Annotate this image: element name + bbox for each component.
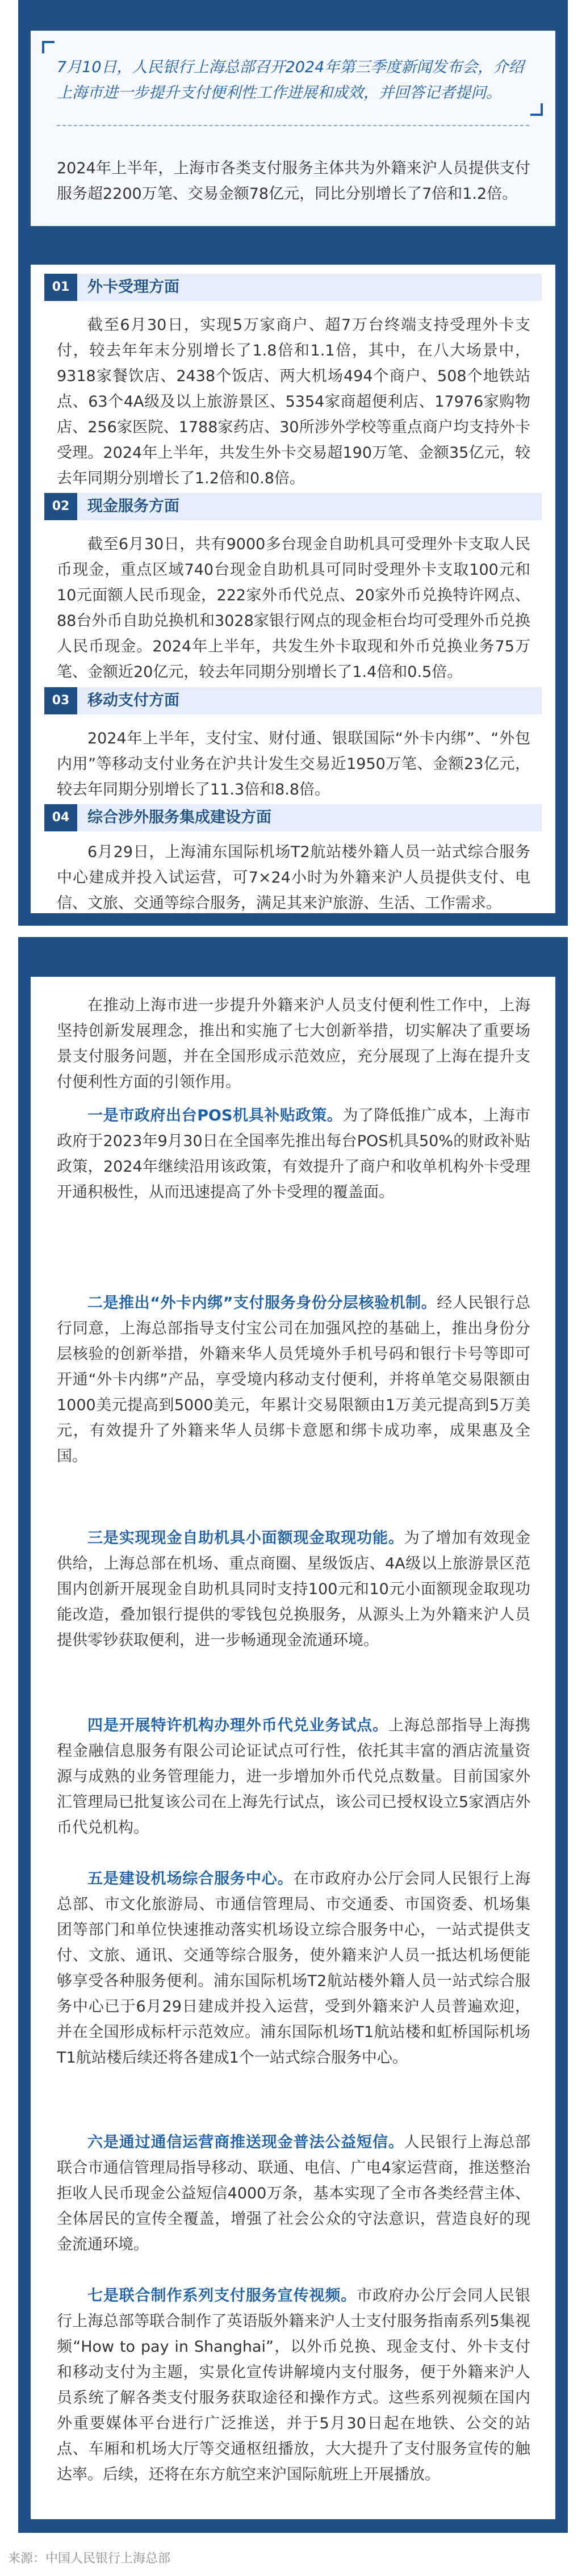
section-title: 外卡受理方面	[87, 278, 179, 296]
section-number: 04	[44, 804, 77, 831]
section-body-foreign-card: 截至6月30日，实现5万家商户、超7万台终端支持受理外卡支付，较去年年末分别增长了1.8倍和1.1倍，其中，在八大场景中，9318家餐饮店、2438个饭店、两大机场494个商户、508个地铁站点、63个4A级及以上旅游景区、5354家商超便利店、17976家购物店、256家医院、1788家药店、30所涉外学校等重点商户均支持外卡受理。2024年上半年，共发生外卡交易超190万笔、金额35亿元，较去年同期分别增长了1.2倍和0.8倍。	[57, 316, 530, 487]
measure-item	[57, 1525, 530, 1653]
measures-panel	[18, 937, 568, 2533]
measure-body: 上海总部指导上海携程金融信息服务有限公司论证试点可行性，依托其丰富的酒店流量资源与成熟的业务管理能力，进一步增加外币代兑点数量。目前国家外汇管理局已批复该公司在上海先行试点，该公司已授权设立5家酒店外币代兑机构。	[57, 1717, 531, 1837]
measure-title: 四是开展特许机构办理外币代兑业务试点。	[87, 1717, 388, 1734]
quote-open-icon	[42, 41, 55, 53]
measures-card	[31, 977, 555, 2519]
section-number: 01	[44, 274, 77, 301]
intro-card	[31, 31, 555, 226]
section-body-mobile: 2024年上半年，支付宝、财付通、银联国际“外卡内绑”、“外包内用”等移动支付业务在沪共计发生交易近1950万笔、金额23亿元，较去年同期分别增长了11.3倍和8.8倍。	[57, 730, 530, 798]
measures-intro: 在推动上海市进一步提升外籍来沪人员支付便利性工作中，上海坚持创新发展理念，推出和实施了七大创新举措，切实解决了重要场景支付服务问题，并在全国形成示范效应，充分展现了上海在提升支付便利性方面的引领作用。	[57, 997, 530, 1091]
section-title: 现金服务方面	[87, 497, 179, 515]
measure-title: 一是市政府出台POS机具补贴政策。	[87, 1107, 343, 1124]
source-credit: 来源：中国人民银行上海总部	[8, 2552, 171, 2566]
intro-panel	[18, 0, 568, 239]
measure-item	[57, 1290, 530, 1469]
sections-card	[31, 265, 555, 913]
measure-body: 为了降低推广成本，上海市政府于2023年9月30日在全国率先推出每台POS机具50%的财政补贴政策，2024年继续沿用该政策，有效提升了商户和收单机构外卡受理开通积极性，从而迅速提高了外卡受理的覆盖面。	[57, 1107, 531, 1201]
measure-item	[57, 2130, 530, 2257]
measure-item	[57, 1713, 530, 1841]
section-header-cash	[44, 493, 542, 520]
section-number: 02	[44, 493, 77, 520]
measure-item	[57, 1103, 530, 1205]
measure-item	[57, 2283, 530, 2487]
measure-body: 人民银行上海总部联合市通信管理局指导移动、联通、电信、广电4家运营商，推送整治拒收人民币现金公益短信4000万条，基本实现了全市各类经营主体、全体居民的宣传全覆盖，增强了社会公众的守法意识，营造良好的现金流通环境。	[57, 2134, 531, 2253]
measure-title: 七是联合制作系列支付服务宣传视频。	[87, 2287, 357, 2305]
section-header-mobile	[44, 687, 542, 714]
section-header-foreign-card	[44, 274, 542, 301]
measure-title: 五是建设机场综合服务中心。	[87, 1870, 294, 1888]
measure-item	[57, 1866, 530, 2071]
section-number: 03	[44, 687, 77, 714]
measure-body: 经人民银行总行同意，上海总部指导支付宝公司在加强风控的基础上，推出身份分层核验的创新举措，外籍来华人员凭境外手机号码和银行卡号等即可开通“外卡内绑”产品，享受境内移动支付便利，并将单笔交易限额由1000美元提高到5000美元，年累计交易限额由1万美元提高到5万美元，有效提升了外籍来华人员绑卡意愿和绑卡成功率，成果惠及全国。	[57, 1294, 531, 1465]
section-body-cash: 截至6月30日，共有9000多台现金自助机具可受理外卡支取人民币现金，重点区域740台现金自助机具可同时受理外卡支取100元和10元面额人民币现金，222家外币代兑点、20家外币兑换特许网点、88台外币自助兑换机和3028家银行网点的现金柜台均可受理外币兑换人民币现金。2024年上半年，共发生外卡取现和外币兑换业务75万笔、金额近20亿元，较去年同期分别增长了1.4倍和0.5倍。	[57, 536, 530, 681]
measure-body: 在市政府办公厅会同人民银行上海总部、市文化旅游局、市通信管理局、市交通委、市国资委、机场集团等部门和单位快速推动落实机场设立综合服务中心，一站式提供支付、文旅、通讯、交通等综合服务，使外籍来沪人员一抵达机场便能够享受各种服务便利。浦东国际机场T2航站楼外籍人员一站式综合服务中心已于6月29日建成并投入运营，受到外籍来沪人员普遍欢迎，并在全国形成标杆示范效应。浦东国际机场T1航站楼和虹桥国际机场T1航站楼后续还将各建成1个一站式综合服务中心。	[57, 1870, 531, 2067]
measure-title: 二是推出“外卡内绑”支付服务身份分层核验机制。	[87, 1294, 437, 1312]
section-title: 移动支付方面	[87, 692, 179, 709]
measure-body: 市政府办公厅会同人民银行上海总部等联合制作了英语版外籍来沪人士支付服务指南系列5集视频“How to pay in Shanghai”，以外币兑换、现金支付、外卡支付和移动支付为主题，实景化宣传讲解境内支付服务，便于外籍来沪人员系统了解各类支付服务获取途径和操作方式。这些系列视频在国内外重要媒体平台进行广泛推送，并于5月30日起在地铁、公交的站点、车厢和机场大厅等交通枢纽播放，大大提升了支付服务宣传的触达率。后续，还将在东方航空来沪国际航班上开展播放。	[57, 2287, 531, 2483]
section-header-integrated	[44, 804, 542, 831]
measure-body: 为了增加有效现金供给，上海总部在机场、重点商圈、星级饭店、4A级以上旅游景区范围内创新开展现金自助机具同时支持100元和10元小面额现金取现功能改造，叠加银行提供的零钱包兑换服务，从源头上为外籍来沪人员提供零钞获取便利，进一步畅通现金流通环境。	[57, 1529, 531, 1649]
measure-title: 三是实现现金自助机具小面额现金取现功能。	[87, 1529, 404, 1547]
intro-divider	[57, 125, 529, 126]
quote-close-icon	[530, 103, 543, 116]
intro-summary: 2024年上半年，上海市各类支付服务主体共为外籍来沪人员提供支付服务超2200万笔、交易金额78亿元，同比分别增长了7倍和1.2倍。	[57, 160, 530, 203]
section-title: 综合涉外服务集成建设方面	[87, 809, 271, 826]
measure-title: 六是通过通信运营商推送现金普法公益短信。	[87, 2134, 404, 2151]
sections-panel	[18, 239, 568, 926]
intro-quote: 7月10日，人民银行上海总部召开2024年第三季度新闻发布会，介绍上海市进一步提升支付便利性工作进展和成效，并回答记者提问。	[57, 58, 524, 102]
section-body-integrated: 6月29日，上海浦东国际机场T2航站楼外籍人员一站式综合服务中心建成并投入试运营，可7×24小时为外籍来沪人员提供支付、电信、文旅、交通等综合服务，满足其来沪旅游、生活、工作需求。	[57, 843, 530, 912]
